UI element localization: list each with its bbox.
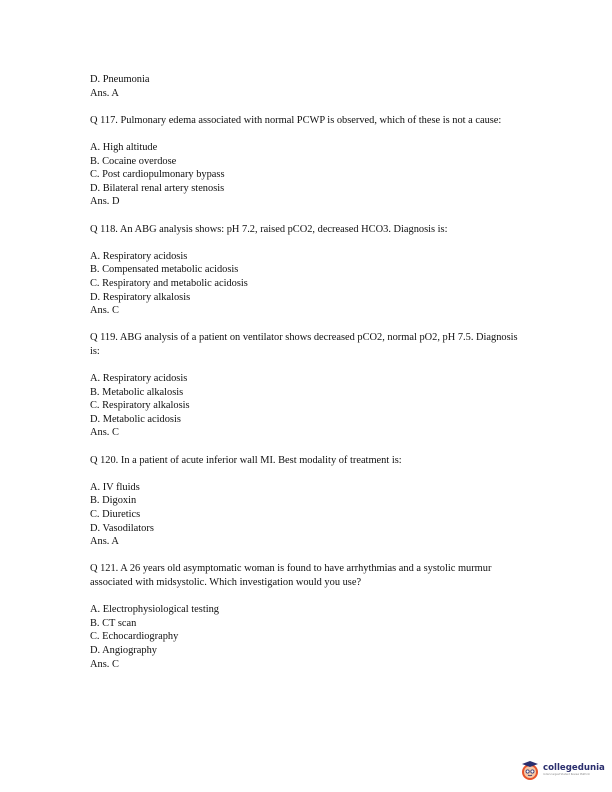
- option-text: D. Angiography: [90, 644, 157, 656]
- option-text: D. Respiratory alkalosis: [90, 291, 191, 303]
- question-text: Q 118. An ABG analysis shows: pH 7.2, raised pCO2, decreased HCO3. Diagnosis is:: [90, 223, 448, 235]
- question-text: Q 120. In a patient of acute inferior wall MI. Best modality of treatment is:: [90, 454, 402, 466]
- option-text: C. Respiratory alkalosis: [90, 400, 190, 412]
- brand-name: collegedunia: [543, 763, 605, 773]
- option-text: C. Echocardiography: [90, 631, 179, 643]
- option-text: B. Metabolic alkalosis: [90, 386, 184, 398]
- option-text: B. Cocaine overdose: [90, 155, 177, 167]
- answer-text: Ans. C: [90, 305, 119, 317]
- option-text: C. Post cardiopulmonary bypass: [90, 169, 225, 181]
- option-text: B. Compensated metabolic acidosis: [90, 264, 239, 276]
- answer-text: Ans. D: [90, 196, 120, 208]
- collegedunia-logo[interactable]: [519, 756, 605, 784]
- answer-text: Ans. A: [90, 87, 119, 99]
- option-text: A. High altitude: [90, 141, 158, 153]
- option-text: A. Respiratory acidosis: [90, 250, 188, 262]
- option-text: D. Metabolic acidosis: [90, 413, 181, 425]
- question-text: Q 119. ABG analysis of a patient on ventilator shows decreased pCO2, normal pO2, pH 7.5. Diagnosis is:: [90, 332, 518, 357]
- brand-tagline: India's largest Student Review Platform: [543, 773, 591, 776]
- question-block-117: [90, 114, 530, 209]
- option-text: D. Pneumonia: [90, 74, 150, 85]
- option-text: A. IV fluids: [90, 481, 140, 493]
- option-text: C. Diuretics: [90, 509, 141, 520]
- question-block-119: [90, 331, 530, 440]
- question-text: Q 117. Pulmonary edema associated with normal PCWP is observed, which of these is not a cause:: [90, 114, 502, 126]
- answer-text: Ans. C: [90, 427, 119, 439]
- answer-text: Ans. A: [90, 536, 119, 548]
- option-text: A. Respiratory acidosis: [90, 373, 188, 385]
- document-body: [90, 73, 530, 671]
- answer-text: Ans. C: [90, 658, 119, 670]
- option-text: A. Electrophysiological testing: [90, 604, 219, 616]
- question-block-118: [90, 223, 530, 318]
- question-block-120: [90, 454, 530, 549]
- question-block-121: [90, 562, 530, 671]
- option-text: C. Respiratory and metabolic acidosis: [90, 277, 248, 289]
- option-text: D. Vasodilators: [90, 522, 154, 534]
- option-text: B. Digoxin: [90, 495, 137, 507]
- option-text: D. Bilateral renal artery stenosis: [90, 182, 225, 194]
- graduate-mascot-icon: [519, 759, 541, 781]
- question-text: Q 121. A 26 years old asymptomatic woman is found to have arrhythmias and a systolic murmur associated with midsystolic. Which investigation would you use?: [90, 563, 492, 588]
- option-text: B. CT scan: [90, 617, 137, 629]
